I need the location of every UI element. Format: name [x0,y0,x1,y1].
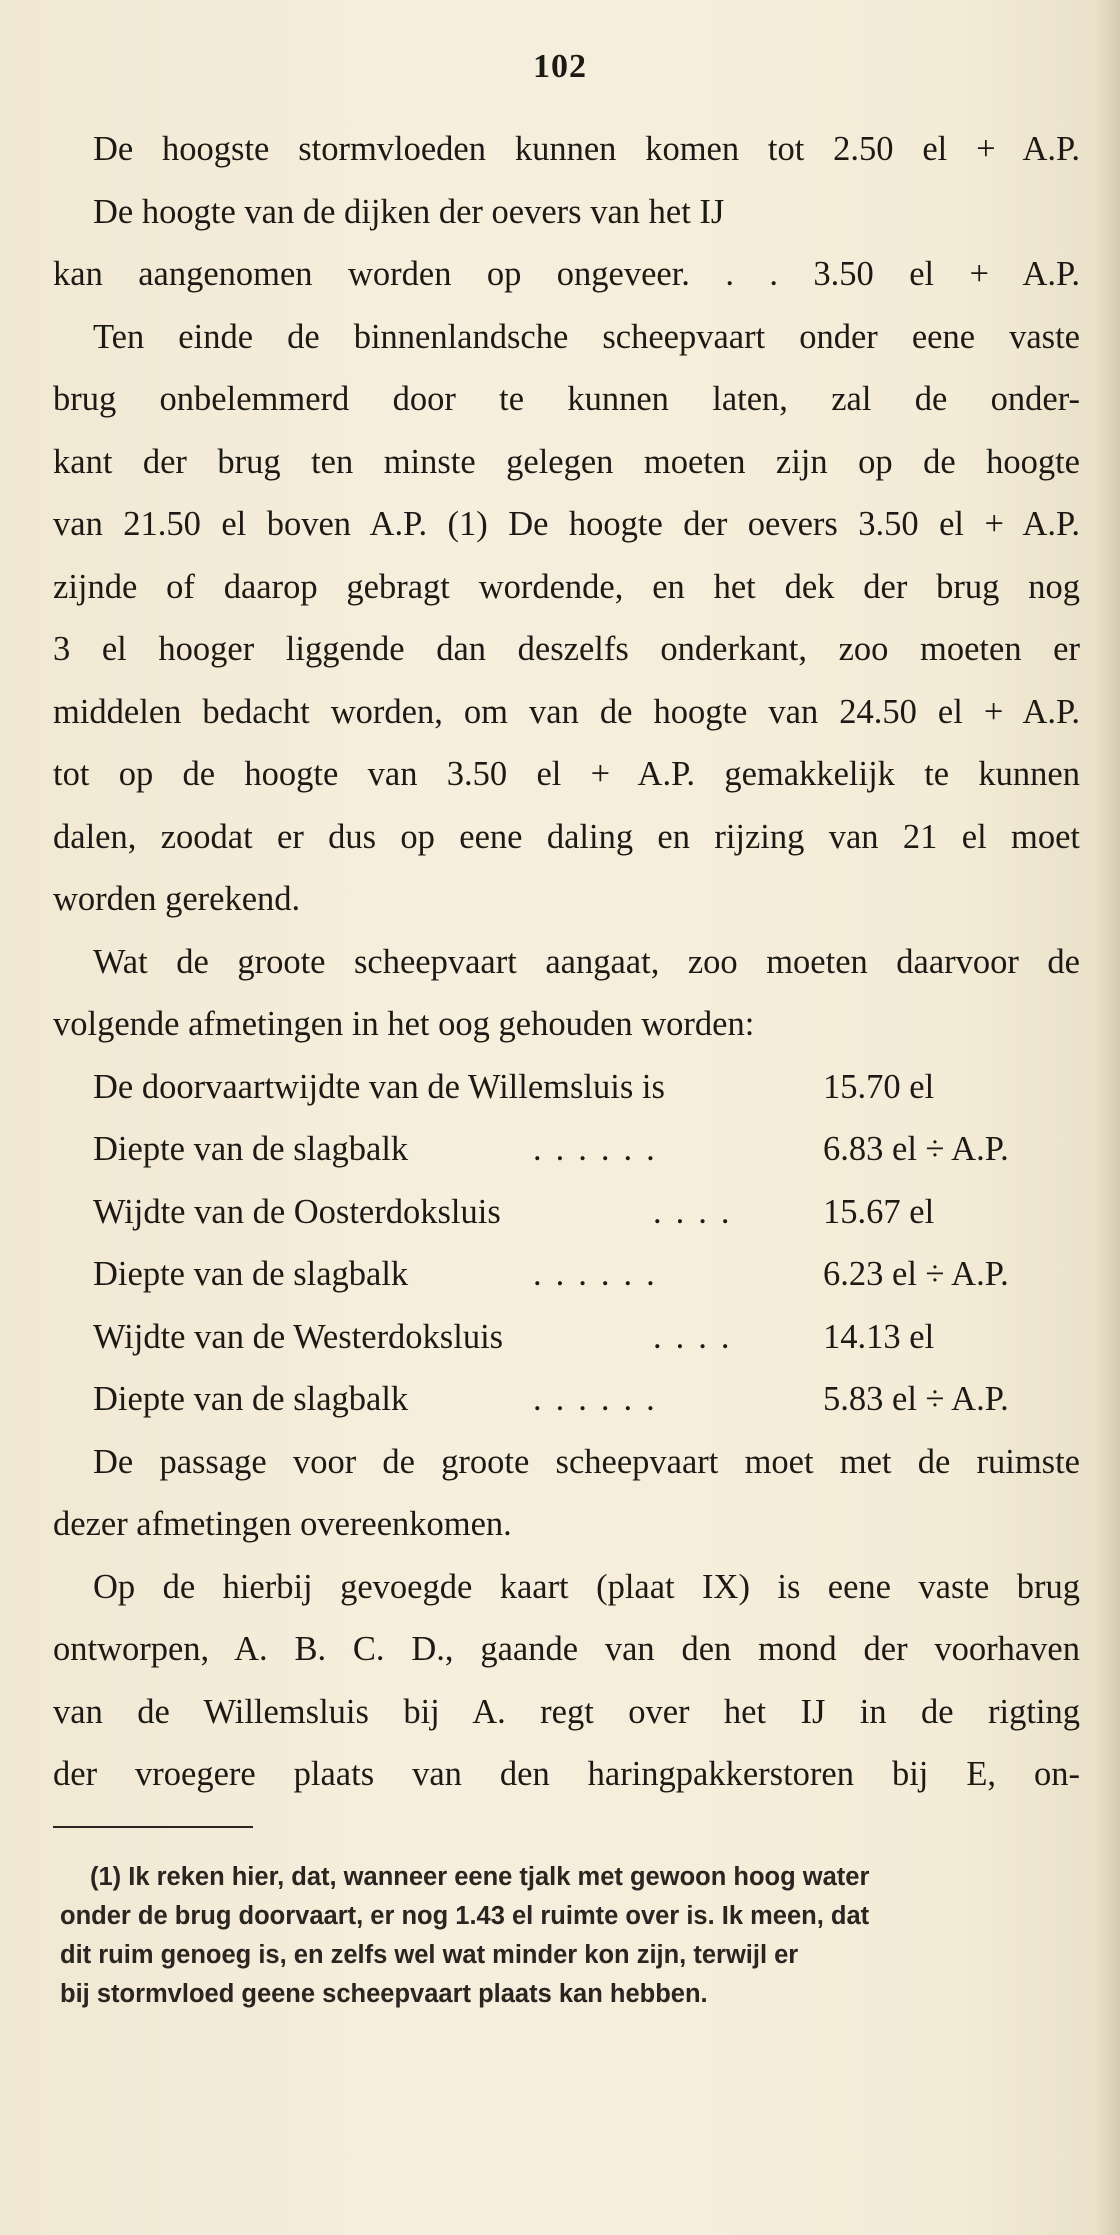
text-line: tot op de hoogte van 3.50 el + A.P. gemakkelijk te kunnen [53,755,1080,793]
measurement-leader: ...... [533,1380,669,1418]
footnote [60,1858,1080,2014]
text-line: dalen, zoodat er dus op eene daling en rijzing van 21 el moet [53,817,1080,856]
text-line: brug onbelemmerd door te kunnen laten, zal de onder- [53,380,1080,418]
measurement-label: Diepte van de slagbalk [93,1255,409,1293]
footnote-line: onder de brug doorvaart, er nog 1.43 el ruimte over is. Ik meen, dat [60,1902,870,1930]
measurement-value: 6.83 el ÷ A.P. [823,1130,1009,1168]
measurement-row [53,1306,1080,1369]
text-line: middelen bedacht worden, om van de hoogte van 24.50 el + A.P. [53,692,1080,731]
measurement-row [53,1243,1080,1306]
measurement-label: Diepte van de slagbalk [93,1380,409,1418]
measurement-leader: ...... [533,1130,669,1168]
measurement-leader: .... [653,1317,744,1356]
measurement-leader: ...... [533,1255,669,1293]
measurement-leader: .... [653,1192,744,1231]
page-edge-shadow [1096,0,1120,2235]
measurement-label: Diepte van de slagbalk [93,1130,409,1168]
text-line: De passage voor de groote scheepvaart moet met de ruimste [93,1442,1080,1481]
text-line: Ten einde de binnenlandsche scheepvaart onder eene vaste [93,317,1080,356]
text-line: ontworpen, A. B. C. D., gaande van den mond der voorhaven [53,1630,1080,1668]
measurement-value: 6.23 el ÷ A.P. [823,1255,1009,1293]
measurement-value: 15.70 el [823,1067,935,1106]
text-line: volgende afmetingen in het oog gehouden worden: [53,1005,755,1043]
text-line: Wat de groote scheepvaart aangaat, zoo moeten daarvoor de [93,942,1080,981]
text-line: De hoogste stormvloeden kunnen komen tot 2.50 el + A.P. [93,130,1080,168]
measurement-row [53,1181,1080,1244]
text-line: kan aangenomen worden op ongeveer. . . 3.50 el + A.P. [53,255,1080,293]
text-line: dezer afmetingen overeenkomen. [53,1505,512,1543]
footnote-line: dit ruim genoeg is, en zelfs wel wat minder kon zijn, terwijl er [60,1941,799,1969]
text-line: der vroegere plaats van den haringpakkerstoren bij E, on- [53,1755,1080,1793]
page-number: 102 [533,48,587,85]
footnote-line: bij stormvloed geene scheepvaart plaats kan hebben. [60,1980,708,2008]
measurement-value: 15.67 el [823,1192,935,1231]
text-line: 3 el hooger liggende dan deszelfs onderkant, zoo moeten er [53,630,1080,668]
text-line: van 21.50 el boven A.P. (1) De hoogte der oevers 3.50 el + A.P. [53,505,1080,543]
measurement-row [53,1118,1080,1181]
footnote-line: (1) Ik reken hier, dat, wanneer eene tjalk met gewoon hoog water [90,1863,870,1891]
measurement-value: 5.83 el ÷ A.P. [823,1380,1009,1418]
measurement-row [53,1368,1080,1431]
measurement-row [53,1056,1080,1119]
text-line: zijnde of daarop gebragt wordende, en het dek der brug nog [53,567,1080,606]
text-line: kant der brug ten minste gelegen moeten zijn op de hoogte [53,442,1080,481]
text-line: De hoogte van de dijken der oevers van het IJ [93,192,725,231]
text-line: van de Willemsluis bij A. regt over het IJ in de rigting [53,1692,1080,1731]
text-line: worden gerekend. [53,880,301,918]
measurement-label: De doorvaartwijdte van de Willemsluis is [93,1067,665,1106]
footnote-separator [53,1826,253,1828]
text-line: Op de hierbij gevoegde kaart (plaat IX) is eene vaste brug [93,1567,1080,1606]
measurement-label: Wijdte van de Westerdoksluis [93,1317,504,1356]
measurements-table [53,1056,1080,1431]
measurement-label: Wijdte van de Oosterdoksluis [93,1192,501,1231]
measurement-value: 14.13 el [823,1317,935,1356]
body-text [53,118,1080,1806]
